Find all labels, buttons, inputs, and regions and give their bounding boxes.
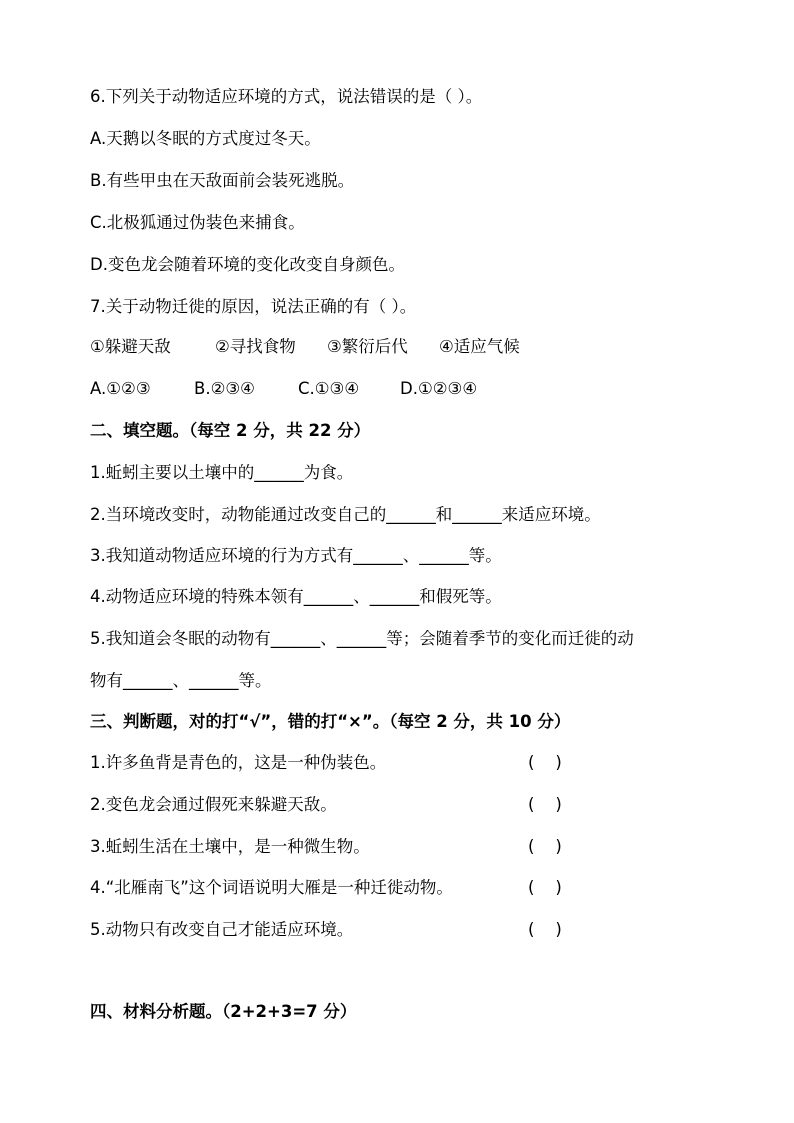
- section2-item-3: 3.我知道动物适应环境的行为方式有______、______等。: [90, 546, 502, 565]
- q7-stem: 7.关于动物迁徙的原因，说法正确的有（ ）。: [90, 297, 417, 316]
- section3-answer-5[interactable]: ( ): [528, 920, 562, 939]
- section2-item-2: 2.当环境改变时，动物能通过改变自己的______和______来适应环境。: [90, 505, 601, 524]
- section4-title: 四、材料分析题。（2+2+3=7 分）: [90, 1002, 357, 1021]
- section3-answer-1[interactable]: ( ): [528, 753, 562, 772]
- q6-option-a: A.天鹅以冬眠的方式度过冬天。: [90, 129, 321, 148]
- section3-answer-3[interactable]: ( ): [528, 837, 562, 856]
- q7-option-c: C.①③④: [298, 379, 360, 398]
- q7-reason-1: ①躲避天敌: [90, 337, 171, 356]
- q7-option-b: B.②③④: [194, 379, 255, 398]
- q7-reason-4: ④适应气候: [439, 337, 520, 356]
- section2-item-1: 1.蚯蚓主要以土壤中的______为食。: [90, 463, 354, 482]
- q7-reasons: [90, 336, 520, 358]
- q7-option-d: D.①②③④: [400, 379, 478, 398]
- q6-stem: 6.下列关于动物适应环境的方式，说法错误的是（ ）。: [90, 87, 483, 106]
- q7-option-a: A.①②③: [90, 379, 151, 398]
- q7-reason-2: ②寻找食物: [215, 337, 296, 356]
- q6-option-b: B.有些甲虫在天敌面前会装死逃脱。: [90, 171, 355, 190]
- section2-item-4: 4.动物适应环境的特殊本领有______、______和假死等。: [90, 587, 502, 606]
- section2-item-5-cont: 物有______、______等。: [90, 671, 272, 690]
- section2-item-5: 5.我知道会冬眠的动物有______、______等；会随着季节的变化而迁徙的动: [90, 629, 634, 648]
- section3-item-2: 2.变色龙会通过假死来躲避天敌。: [90, 795, 337, 814]
- section3-item-1: 1.许多鱼背是青色的，这是一种伪装色。: [90, 753, 387, 772]
- q7-options: [90, 378, 477, 400]
- section3-answer-4[interactable]: ( ): [528, 878, 562, 897]
- section3-item-5: 5.动物只有改变自己才能适应环境。: [90, 920, 354, 939]
- section3-answer-2[interactable]: ( ): [528, 795, 562, 814]
- section3-item-4: 4.“北雁南飞”这个词语说明大雁是一种迁徙动物。: [90, 878, 453, 897]
- section2-title: 二、填空题。（每空 2 分，共 22 分）: [90, 421, 371, 440]
- q6-option-d: D.变色龙会随着环境的变化改变自身颜色。: [90, 255, 405, 274]
- q6-option-c: C.北极狐通过伪装色来捕食。: [90, 213, 305, 232]
- section3-title: 三、判断题，对的打“√”，错的打“×”。（每空 2 分，共 10 分）: [90, 712, 571, 731]
- section3-item-3: 3.蚯蚓生活在土壤中，是一种微生物。: [90, 837, 370, 856]
- q7-reason-3: ③繁衍后代: [327, 337, 408, 356]
